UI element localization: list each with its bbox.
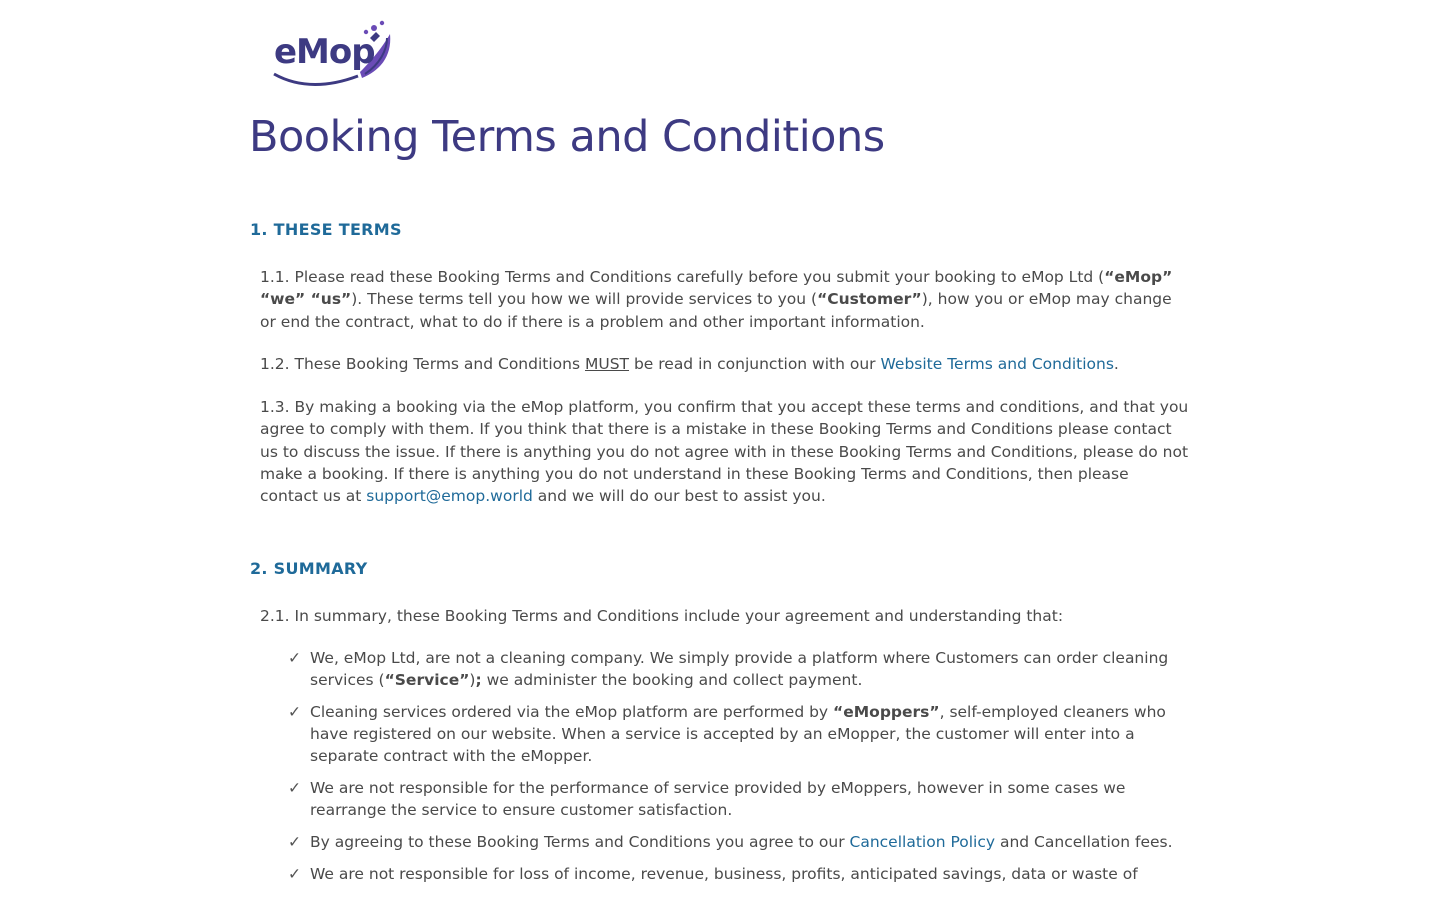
list-item	[288, 863, 1193, 885]
check-icon: ✓	[288, 865, 301, 883]
check-icon: ✓	[288, 833, 301, 851]
list-item	[288, 701, 1193, 767]
emphasis: “eMop” “we” “us”	[260, 268, 1173, 309]
text: be read in conjunction with our	[629, 355, 881, 373]
text: We are not responsible for the performance of service provided by eMoppers, however in some cases we rearrange the service to ensure customer satisfaction.	[310, 779, 1126, 819]
text: 1.2. These Booking Terms and Conditions	[260, 355, 585, 373]
paragraph-1-1	[260, 266, 1190, 333]
check-icon: ✓	[288, 649, 301, 667]
text: 1.1. Please read these Booking Terms and Conditions carefully before you submit your booking to eMop Ltd (	[260, 268, 1105, 286]
paragraph-1-3	[260, 396, 1190, 507]
emphasis: ;	[475, 671, 482, 689]
text: .	[1113, 355, 1119, 373]
check-icon: ✓	[288, 703, 301, 721]
emphasis: “eMoppers”	[833, 703, 940, 721]
text: and Cancellation fees.	[995, 833, 1173, 851]
paragraph-2-1: 2.1. In summary, these Booking Terms and Conditions include your agreement and understanding that:	[260, 607, 1064, 625]
section-heading-these-terms: 1. THESE TERMS	[250, 220, 402, 239]
support-email-link[interactable]: support@emop.world	[366, 487, 533, 506]
text: , self-employed cleaners who have registered on our website. When a service is accepted by an eMopper, the customer will enter into a separate contract with the eMopper.	[310, 703, 1166, 765]
summary-list	[288, 647, 1193, 885]
website-terms-link[interactable]: Website Terms and Conditions	[880, 355, 1114, 373]
text: ), how you or eMop may change or end the contract, what to do if there is a problem and other important information.	[260, 290, 1172, 331]
section-heading-summary: 2. SUMMARY	[250, 559, 368, 578]
emop-logo[interactable]	[270, 18, 400, 90]
text: 1.3. By making a booking via the eMop platform, you confirm that you accept these terms and conditions, and that you agree to comply with them. If you think that there is a mistake in these Booking Terms and Conditions please contact us to discuss the issue. If there is anything you do not agree with in these Booking Terms and Conditions, please do not make a booking. If there is anything you do not understand in these Booking Terms and Conditions, then please contact us at	[260, 398, 1189, 506]
must-underlined: MUST	[584, 355, 630, 373]
logo-text: eMop	[274, 32, 375, 72]
list-item	[288, 647, 1193, 691]
text: We are not responsible for loss of income, revenue, business, profits, anticipated savings, data or waste of	[310, 865, 1138, 883]
text: )	[469, 671, 476, 689]
paragraph-1-2	[260, 353, 1190, 375]
page-title: Booking Terms and Conditions	[249, 112, 885, 162]
text: we administer the booking and collect payment.	[481, 671, 863, 689]
text: We, eMop Ltd, are not a cleaning company. We simply provide a platform where Customers can order cleaning services (	[310, 649, 1169, 689]
list-item	[288, 777, 1193, 821]
text: ). These terms tell you how we will provide services to you (	[351, 290, 818, 309]
emphasis: “Service”	[384, 671, 470, 689]
list-item	[288, 831, 1193, 853]
emphasis: “Customer”	[817, 290, 922, 309]
text: Cleaning services ordered via the eMop platform are performed by	[310, 703, 834, 721]
text: and we will do our best to assist you.	[532, 487, 826, 506]
text: By agreeing to these Booking Terms and Conditions you agree to our	[310, 833, 850, 851]
cancellation-policy-link[interactable]: Cancellation Policy	[849, 833, 996, 851]
check-icon: ✓	[288, 779, 301, 797]
